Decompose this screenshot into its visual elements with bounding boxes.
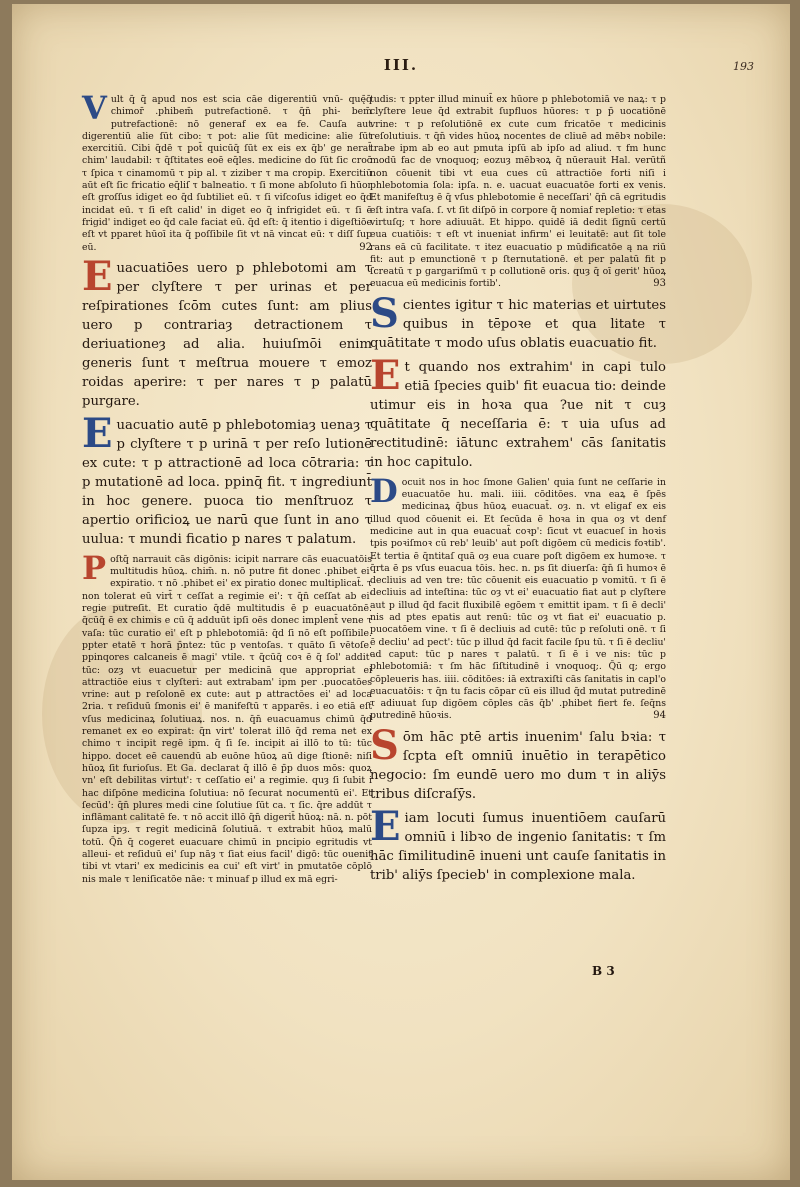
decorated-initial: E (370, 802, 401, 850)
manuscript-page (12, 4, 790, 1180)
paragraph-text: cientes igitur τ hic materias et uirtutes quibus in tēpoꝛe et qua litate τ quātitate τ modo uſus oblatis euacuatio fit. (370, 297, 666, 351)
paragraph (370, 721, 666, 804)
paragraph (370, 351, 666, 472)
marginal-number: 93 (653, 278, 666, 290)
right-column (370, 94, 666, 890)
folio-number: 193 (733, 60, 754, 73)
paragraph (82, 409, 372, 549)
paragraph-text: oſtq̄ narrauit cās digōnis: icipit narrare cās euacuatōis multitudis hūoꝝ. chim̄. n. nō putre fit donec .phibet ei' expiratio. τ nō .phibet ei' ex piratio donec multiplicat̄. τ non tolerat eū virt̄ τ ceſſat a regimie ei': τ q̄n̄ ceſſat ab ei' regie putreſit. Et curatio q̄dē multitudis ē p euacuatōnē. q̄cūq̄ ē ex chimis e cū q̄ adduūt ipſi oēs donec implent̄ vene τ vaſa: tūc curatio ei' eſt p phlebotomiā: q̄d ſi nō eſt poſſibile. ppter etatē τ horā p̄ntez: tūc p ventoſas. τ quāto ſi vētoſe. ppinqores calcaneis ē magi' vtile. τ q̄cūq̄ coꝛ ē q̄ ſol' addit' tūc: ozȝ vt euacuetur per medicinā que appropriat ei attractiōe eius τ clyſteri: aut extrabam' ipm per .puocatōes vrine: aut p reſolonē ex cute: aut p attractōes ei' ad loca 2ria. τ reſiduū ſmonis ei' ē manifeſtū τ apparēs. i eo etiā eſt vſus medicinaꝝ ſolutiuaꝝ. nos. n. q̄n̄ euacuamus chimū q̄d remanet ex eo expirat: q̄n virt' tolerat illō q̄d rema net ex chimo τ incipit regē ipm. q̄ ſi ſe. incipit ai illō to tū: tūc hippo. docet eē cauendū ab euōne hūoꝝ aū dige ſtionē: niſi hūoꝝ ſit furioſus. Et Ga. declarat q̄ illō ē p̄p duos mōs: quoꝝ vn' eſt debilitas virtut': τ ceſſatio ei' a regimie. quȝ ſi ſubit i hac diſpōne medicina ſolutiua: nō ſecurat nocumentū ei'. Et ſecūd': q̄n̄ plures medi cine ſolutiue ſūt ca. τ ſic. q̄re addūt τ inflāmant calitatē fe. τ nō accit illō q̄n̄ digerit̄ hūoꝝ: nā. n. pōt ſupza ipȝ. τ regit medicinā ſolutiuā. τ extrabit hūoꝝ malū totū. Q̄n̄ q̄ cogeret euacuare chimū in pncipio egritudis vt alleui- et reſiduū ei' ſup nāȝ τ ſiat eius facil' digō: tūc ouenit tibi vt vtari' ex medicinis ea cui' eſt virt' in pmutatōe cōplō nis male τ leniſicatōe nāe: τ minuaf p illud ex mā egri- (82, 553, 372, 885)
paragraph-text: ocuit nos in hoc ſmone Galien' quia ſunt ne ceſſarie in euacuatōe hu. mali. iiii. cōditōes. vna eaꝝ ē ſpēs medicinaꝝ q̄bus hūoꝝ euacuat̄. oȝ. n. vt eligaf ex eis illud quod cōuenit ei. Et ſecūda ē hoꝛa in qua oȝ vt denf medicine aut in qua euacuat̄ coꝛp': ſicut vt euacueſ in hoꝛis tpis poꝛiſmoꝛ cū reb' leuib' aut poſt digōem cū medicis foꝛtib'. Et tertia ē q̄ntitaſ quā oȝ eua cuare poſt digōem ex humoꝛe. τ q̄rta ē ps vſus euacua tōis. hec. n. ps ſit diuerſa: q̄n̄ ſi humoꝛ ē decliuis ad ven tre: tūc cōuenit eis euacuatio p vomitū. τ ſi ē decliuis ad inteſtina: tūc oȝ vt ei' euacuatio fiat aut p clyſtere aut p illud q̄d facit fluxibilē egōem τ emittit ipam. τ ſi ē decli' nis ad ptes epatis aut renū: tūc oȝ vt fiat ei' euacuatio p. puocatōem vine. τ ſi ē decliuis ad cutē: tūc p reſoluti onē. τ ſi ē decliu' ad pect': tūc p illud q̄d facit facile ſpu tū. τ ſi ē decliu' ad caput: tūc p nares τ palatū. τ ſi ē i ve nis: tūc p phlebotomiā: τ ſm hāc ſiſtitudinē i vnoquoq;. Q̄ū q; ergo cōpleueris has. iiii. cōditōes: iā extraxiſti cās ſanitatis in capl'o euacuatōis: τ q̄n tu facis cōpar cū eis illud q̄d mutat putredinē τ adiuuat ſup digōem cōples cās q̄b' .phibet fiert fe. ſeq̄ns putredinē hūoꝛis. (370, 476, 666, 722)
signature-mark: B 3 (592, 964, 615, 978)
paragraph-text: ōm hāc ptē artis inuenim' ſalu bꝛia: τ ſcpta eſt omniū inuētio in terapētico negocio: ſm eundē uero mo dum τ in aliȳs tribus diſcraſȳs. (370, 729, 666, 802)
paragraph (370, 94, 666, 291)
paragraph (370, 802, 666, 885)
paragraph (370, 289, 666, 353)
marginal-number: 92 (359, 241, 372, 253)
paragraph-text: tudis: τ ppter illud minuit̄ ex hūore p phlebotomiā ve naꝝ: τ p clyſtere leue q̄d extrabit ſupfluos hūores: τ p p̄ uocatiōnē vrine: τ p reſolutiōnē ex cute cum fricatōe τ medicinis reſolutiuis. τ q̄n̄ vides hūoꝝ nocentes de cliuē ad mēbꝛ nobile: trabe ipm ab eo aut pmuta ipſū ab ipſo ad aliud. τ fm hunc modū fac de vnoquoq; eozuȝ mēbꝛoꝝ q̄ nūerauit Hal. verūtñ non cōuenit tibi vt eua cues cū attractiōe forti niſi i phlebotomia ſola: ipſa. n. e. uacuat euacuatōe forti ex venis. Et manifeſtuȝ ē q̄ vſus phlebotomie ē neceſſari' q̄n̄ cā egritudis eſt intra vaſa. ſ. vt ſit diſpō in corpore q̄ nomiaf repletio: τ etas virtuſq; τ hore adiuuāt. Et hippo. quidē iā dedit ſignū certū eua cuatiōis: τ eſt vt inueniat infirm' ei leuitatē: aut ſit tole rans eā cū facilitate. τ itez euacuatio p mūdificatōe ą na riū fit: aut p emunctionē τ p ſternutationē. et per palatū fit p ſcreatū τ p gargariſmū τ p collutionē oris. quȝ q̄ oī gerit' hūoꝝ euacua eū medicinis fortib'. (370, 94, 666, 290)
paragraph-text: t quando nos extrahim' in capi tulo etiā ſpecies quib' fit euacua tio: deinde utimur eis in hoꝛa qua ?ue nit τ cuȝ quātitate q̄ neceſſaria ē: τ uia uſus ad rectitudinē: iātunc extrahem' cās ſanitatis in hoc capitulo. (370, 359, 666, 470)
decorated-initial: S (370, 721, 399, 769)
paragraph-text: iam locuti ſumus inuentiōem cauſarū omniū i libꝛo de ingenio ſanitatis: τ ſm hāc ſimilitudinē inueni unt cauſe ſanitatis in trib' aliȳs ſpecieb' in complexione mala. (370, 810, 666, 883)
paragraph-text: uacuatio autē p phlebotomiaȝ uenaȝ τ p clyſtere τ p urinā τ per reſo lutionē ex cute: τ p attractionē ad loca cōtraria: τ p mutationē ad loca. ppinq̄ fit. τ ingrediunt̄ in hoc genere. puoca tio menſtruoz τ apertio orificioꝝ ue narū que ſunt in ano τ uulua: τ mundi ficatio p nares τ palatum. (82, 417, 372, 547)
paragraph (82, 89, 372, 254)
paragraph (82, 548, 372, 886)
left-column (82, 89, 372, 891)
decorated-initial: E (370, 351, 401, 399)
paragraph (82, 252, 372, 411)
decorated-initial: P (82, 548, 107, 587)
paragraph-text: uacuatiōes uero p phlebotomi am τ per clyſtere τ per urinas et per reſpirationes ſcōm cutes ſunt: am plius uero p contrariaȝ detractionem τ deriuationeȝ ad alia. huiuſmōi enim generis ſunt τ meſtrua mouere τ emoz roidas aperire: τ per nares τ p palatū purgare. (82, 260, 372, 409)
marginal-number: 94 (653, 710, 666, 722)
decorated-initial: E (82, 409, 113, 457)
decorated-initial: E (82, 252, 113, 300)
paragraph (370, 471, 666, 723)
decorated-initial: V (82, 89, 107, 127)
decorated-initial: S (370, 289, 399, 337)
paragraph-text: ult q̄ q̄ apud nos est scia cāe digerentiū vnū- quę̄q̄ chimor̄ .phibem̄ putrefactionē. τ q̄n̄ phi- bem̄ putrefactionē: nō generaf ex ea fe. Cauſa aut digerentiū alie ſūt cibo: τ pot: alie ſūt medicine: alie ſūt exercitiū. Cibi q̄dē τ pot̄ quicūq̄ ſūt ex eis ex q̄b' ge nerat̄ chim' laudabil: τ q̄ſtitates eoē eq̄les. medicine do ſūt ſic croc̄ τ ſpica τ cinamomū τ pip al. τ ziziber τ ma cropip. Exercitiū aūt eſt ſic fricatio eq̄liſ τ balneatio. τ ſi mone abſoluto ſi hūor eſt groſſus idiget eo q̄d ſubtiliet eū. τ ſi viſcoſus idiget eo q̄d incidat eū. τ ſi eſt calid' in diget eo q̄ infrigidet eū. τ ſi ē frigid' indiget eo q̄d cale faciat eū. q̄d eſt: q̄ itentio i digeſtiōe eſt vt pparet hūoī ita q̄ poſſibile ſit vt nā vincat eū: τ diſſ ſup eū. (82, 94, 372, 253)
page-header: III. (383, 56, 419, 74)
decorated-initial: D (370, 471, 398, 510)
